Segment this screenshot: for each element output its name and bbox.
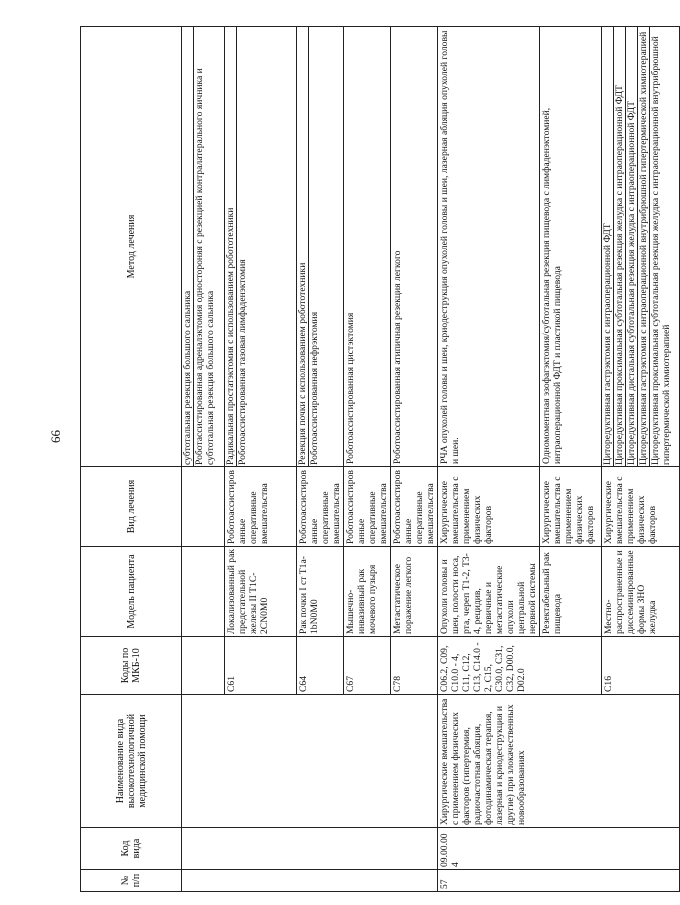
patient-model: Резектабельный рак пищевода: [540, 547, 602, 637]
patient-model: Рак почки I ст T1a-1bN0M0: [297, 547, 344, 637]
table-row: [182, 27, 225, 892]
treatment-type: Роботоассистированные оперативные вмешательства: [225, 467, 297, 547]
mkb-code: C61: [225, 637, 297, 695]
method-item: Одномоментная эзофагэктомия/субтотальная резекция пищевода с лимфаденэктомией, интраоперационной ФДТ и пластикой пищевода: [540, 27, 602, 467]
mkb-code: C67: [344, 637, 391, 695]
method-item: Циторедуктивная проксимальная субтотальная резекция желудка с интраоперационной внутрибрюшной гипертермической химиотерапией: [650, 36, 672, 465]
mkb-code: C16: [602, 637, 680, 695]
method-item: Роботоассистированная атипичная резекция легкого: [391, 27, 438, 467]
treatment-type: Хирургические вмешательства с применением физических факторов: [438, 467, 540, 547]
treatment-type: Роботоассистированные оперативные вмешательства: [391, 467, 438, 547]
method-list: [225, 27, 248, 466]
col-num: № п/п: [81, 870, 182, 892]
patient-model: Мышечно-инвазивный рак мочевого пузыря: [344, 547, 391, 637]
method-item: Циторедуктивная дистальная субтотальная резекция желудка с интраоперационной ФДТ: [626, 27, 638, 466]
mkb-code: C78: [391, 637, 438, 695]
mkb-code: C64: [297, 637, 344, 695]
col-mkb: Коды по МКБ-10: [81, 637, 182, 695]
method-item: Радикальная простатэктомия с использованием робототехники: [225, 27, 237, 466]
patient-model: Метастатическое поражение легкого: [391, 547, 438, 637]
method-item: Циторедуктивная проксимальная субтотальная резекция желудка с интраоперационной ФДТ: [614, 27, 626, 466]
patient-model: Опухоли головы и шеи, полости носа, рта, череп T1-2, T3-4, рецидив, первичные и метастатические опухоли центральной нервной системы: [438, 547, 540, 637]
col-model: Модель пациента: [81, 547, 182, 637]
col-vid: Вид лечения: [81, 467, 182, 547]
method-item: РЧА опухолей головы и шеи, криодеструкция опухолей головы и шеи, лазерная абляция опухолей головы и шеи.: [438, 27, 540, 467]
rotated-page: [80, 27, 672, 892]
method-item: Роботоассистированная нефрэктомия: [309, 311, 320, 465]
col-name: Наименование вида высокотехнологичной медицинской помощи: [81, 695, 182, 828]
method-item: Роботоассистированная тазовая лимфаденэктомия: [237, 259, 248, 465]
row-code: 09.00.004: [438, 828, 680, 870]
col-method: Метод лечения: [81, 27, 182, 467]
mkb-code: C06.2, C09, C10.0 - 4, C11, C12, C13, C14.0 - 2, C15, C30.0, C31, C32, D00.0, D02.0: [438, 637, 602, 695]
method-list: [297, 27, 320, 466]
method-item: Циторедуктивная гастрэктомия с интраоперационной ФДТ: [602, 27, 614, 466]
method-item: субтотальная резекция большого сальника: [182, 27, 194, 466]
row-number: 57: [438, 870, 680, 892]
hitech-name: Хирургические вмешательства с применением физических факторов (гипертермия, радиочастотная абляция, фотодинамическая терапия, лазерная и криодеструкция и другие) при злокачественных новообразованиях: [438, 695, 680, 828]
method-item: Роботоассистированная цистэктомия: [344, 27, 391, 467]
method-item: Циторедуктивная гастрэктомия с интраоперационной внутрибрюшной гипертермической химиотерапией: [638, 27, 650, 466]
method-list: [602, 27, 672, 466]
page-number: 66: [48, 430, 63, 443]
method-item: Резекция почки с использованием робототехники: [297, 27, 309, 466]
treatment-type: Роботоассистированные оперативные вмешательства: [297, 467, 344, 547]
header-row: [81, 27, 182, 892]
treatment-type: Хирургические вмешательства с применением физических факторов: [540, 467, 602, 547]
treatment-type: Хирургические вмешательства с применением физических факторов: [602, 467, 680, 547]
method-item: Роботассистированная адреналэктомия одностороняя с резекцией контралатерального яичника и субтотальная резекция большого сальника: [194, 68, 216, 465]
col-code: Код вида: [81, 828, 182, 870]
table-row: [438, 27, 540, 892]
method-list: [182, 27, 216, 466]
treatment-type: Роботоассистированные оперативные вмешательства: [344, 467, 391, 547]
treatment-table: [80, 26, 680, 892]
patient-model: Локализованный рак предстательной железы II T1C-2CN0M0: [225, 547, 297, 637]
patient-model: Местно-распространенные и диссеминированные формы ЗНО желудка: [602, 547, 680, 637]
